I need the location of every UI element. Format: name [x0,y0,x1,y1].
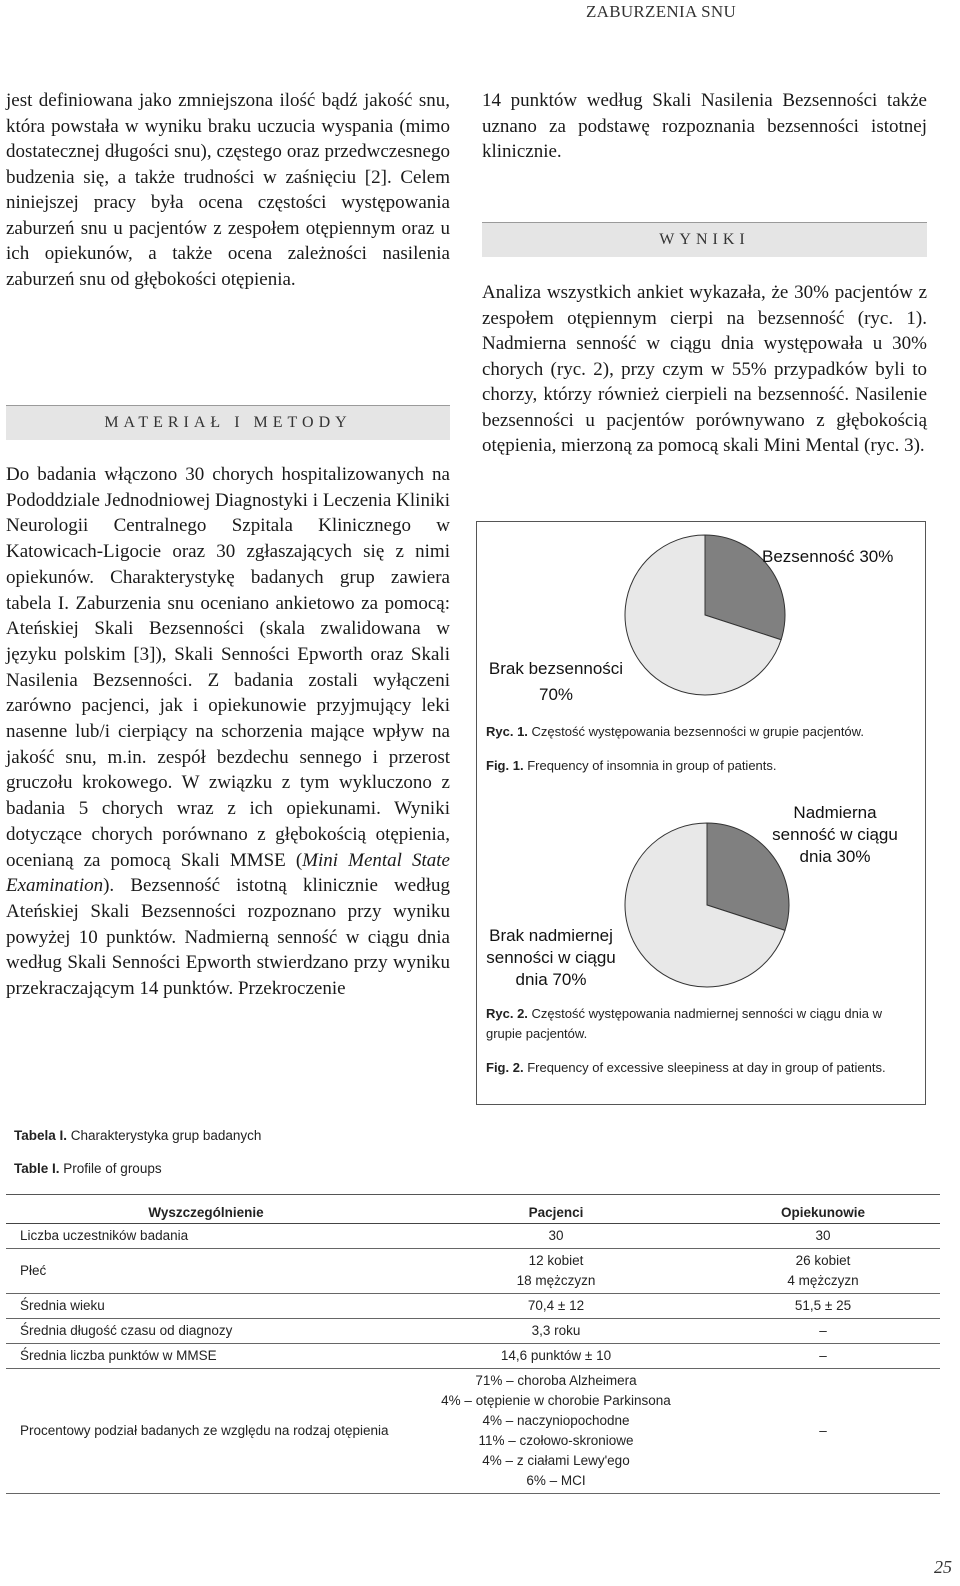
table-caption-pl [14,1128,261,1143]
fig2-caption-pl [486,1004,916,1044]
table-caption-en-label: Table I. [14,1161,60,1176]
cell-line: 4% – otępienie w chorobie Parkinsona [441,1393,671,1408]
cell-caregivers [706,1369,940,1494]
table-caption-pl-label: Tabela I. [14,1128,68,1143]
cell-line: – [819,1323,827,1338]
fig2-caption-pl-text: Częstość występowania nadmiernej senności w ciągu dnia w grupie pacjentów. [486,1006,883,1041]
cell-line: 51,5 ± 25 [794,1298,852,1313]
fig2-caption-en [486,1058,916,1078]
cell-line: 11% – czołowo-skroniowe [478,1433,634,1448]
pie2-label-no-sleepiness-line1: Brak nadmiernej [489,926,613,945]
cell-line: 4 mężczyzn [787,1273,859,1288]
table-row [6,1249,940,1294]
table-caption-en-text: Profile of groups [63,1161,162,1176]
fig1-caption-en-text: Frequency of insomnia in group of patients. [527,758,777,773]
row-label: Liczba uczestników badania [6,1224,406,1249]
header-cell-item: Wyszczególnienie [6,1202,406,1224]
table-header-row [6,1202,940,1224]
cell-line: 4% – naczyniopochodne [482,1413,630,1428]
cell-line: 71% – choroba Alzheimera [475,1373,637,1388]
table-row [6,1319,940,1344]
cell-line: – [819,1348,827,1363]
pie2-label-sleepiness-line3: dnia 30% [799,847,871,866]
right-intro-paragraph: 14 punktów według Skali Nasilenia Bezsenności także uznano za podstawę rozpoznania bezsenności istotnej klinicznie. [482,90,927,162]
running-head [0,2,960,22]
cell-line: 14,6 punktów ± 10 [500,1348,612,1363]
profile-table [6,1202,940,1494]
table-caption-en [14,1161,162,1176]
cell-patients [406,1319,706,1344]
fig1-caption-en-label: Fig. 1. [486,758,524,773]
materials-text-2: ). Bezsenność istotną klinicznie według Ateńskiej Skali Bezsenności rozpoznano przy wyniku powyżej 10 punktów. Nadmierną senność w ciągu dnia według Skali Senności Epworth stwierdzano przy wyniku przekraczającym 14 punktów. Przekroczenie [6,875,450,1000]
table-row [6,1369,940,1494]
fig2-caption-en-text: Frequency of excessive sleepiness at day in group of patients. [527,1060,886,1075]
pie1-label-no-insomnia-line2: 70% [538,685,574,704]
row-label: Procentowy podział badanych ze względu na rodzaj otępienia [6,1369,406,1494]
cell-line: 18 mężczyzn [516,1273,596,1288]
materials-text-1: Do badania włączono 30 chorych hospitalizowanych na Pododdziale Jednodniowej Diagnostyki i Leczenia Kliniki Neurologii Centralnego Szpitala Klinicznego w Katowicach-Ligocie oraz 30 zgłaszających się z nimi opiekunów. Charakterystykę badanych grup zawiera tabela I. Zaburzenia snu oceniano ankietowo za pomocą: Ateńskiej Skali Bezsenności (skala zwalidowana w języku polskim [3]), Skali Senności Epworth oraz Skali Nasilenia Bezsenności. Z badania zostali wyłączeni zarówno pacjenci, jak i opiekunowie przyjmujący leki nasenne lub/i cierpiący na schorzenia mające wpływ na jakość snu, m.in. zespół bezdechu sennego i przerost gruczołu krokowego. W związku z tym wykluczono z badania 5 chorych wraz z ich opiekunami. Wyniki dotyczące chorych porównano z głębokością otępienia, ocenianą za pomocą Skali MMSE ( [6,464,450,871]
pie2-label-sleepiness-line1: Nadmierna [793,803,877,822]
table-caption-pl-text: Charakterystyka grup badanych [70,1128,262,1143]
cell-patients [406,1249,706,1294]
cell-caregivers [706,1224,940,1249]
cell-patients [406,1224,706,1249]
cell-caregivers [706,1344,940,1369]
pie2-label-sleepiness [760,802,910,868]
header-cell-patients: Pacjenci [406,1202,706,1224]
running-head-text: ZABURZENIA SNU [585,2,737,21]
row-label: Średnia wieku [6,1294,406,1319]
pie1-label-insomnia: Bezsenność 30% [762,547,894,566]
cell-line: 4% – z ciałami Lewy'ego [482,1453,630,1468]
pie1-label-no-insomnia-line1: Brak bezsenności [488,659,624,678]
cell-line: 3,3 roku [531,1323,581,1338]
table-body [6,1224,940,1494]
header-cell-caregivers: Opiekunowie [706,1202,940,1224]
fig1-caption-pl [486,722,916,742]
materials-paragraph [6,462,450,1002]
right-column-intro [482,88,927,165]
table-row [6,1344,940,1369]
row-label: Średnia długość czasu od diagnozy [6,1319,406,1344]
fig2-caption-en-label: Fig. 2. [486,1060,524,1075]
cell-line: 30 [548,1228,564,1243]
pie1-label-no-insomnia [476,658,636,706]
intro-paragraph: jest definiowana jako zmniejszona ilość bądź jakość snu, która powstała w wyniku braku uczucia wyspania (mimo dostatecznej długości snu), częstego oraz przedwczesnego budzenia się, a także trudności w zaśnięciu [2]. Celem niniejszej pracy była ocena częstości występowania zaburzeń snu u pacjentów z zespołem otępiennym oraz u ich opiekunów, a także ocena zależności nasilenia zaburzeń snu od głębokości otępienia. [6,90,450,290]
cell-patients [406,1294,706,1319]
results-heading: WYNIKI [482,222,927,257]
table-row [6,1294,940,1319]
pie2-label-no-sleepiness-line3: dnia 70% [515,970,587,989]
cell-caregivers [706,1249,940,1294]
left-column-intro [6,88,450,292]
row-label: Płeć [6,1249,406,1294]
cell-caregivers [706,1319,940,1344]
materials-heading: MATERIAŁ I METODY [6,405,450,440]
pie2-label-no-sleepiness-line2: senności w ciągu [486,948,616,967]
fig1-caption-pl-text: Częstość występowania bezsenności w grupie pacjentów. [531,724,864,739]
cell-line: 6% – MCI [526,1473,586,1488]
cell-patients [406,1344,706,1369]
cell-line: 26 kobiet [795,1253,851,1268]
cell-line: 12 kobiet [528,1253,584,1268]
cell-patients [406,1369,706,1494]
fig1-caption-en [486,756,916,776]
cell-line: 70,4 ± 12 [527,1298,585,1313]
pie2-label-no-sleepiness [476,925,626,991]
fig2-caption-pl-label: Ryc. 2. [486,1006,528,1021]
materials-italic: Mini Mental State Examination [6,849,450,897]
cell-caregivers [706,1294,940,1319]
pie2-label-sleepiness-line2: senność w ciągu [772,825,898,844]
row-label: Średnia liczba punktów w MMSE [6,1344,406,1369]
cell-line: – [819,1423,827,1438]
cell-line: 30 [815,1228,831,1243]
table-top-rule [6,1194,940,1195]
fig1-caption-pl-label: Ryc. 1. [486,724,528,739]
page-number: 25 [934,1557,952,1577]
results-paragraph: Analiza wszystkich ankiet wykazała, że 30% pacjentów z zespołem otępiennym cierpi na bezsenność (ryc. 1). Nadmierna senność w ciągu dnia występowała u 30% chorych (ryc. 2), przy czym w 55% przypadków byli to chorzy, którzy również cierpieli na bezsenność. Nasilenie bezsenności u pacjentów porównywano z głębokością otępienia, mierzoną za pomocą skali Mini Mental (ryc. 3). [482,282,927,456]
table-row [6,1224,940,1249]
